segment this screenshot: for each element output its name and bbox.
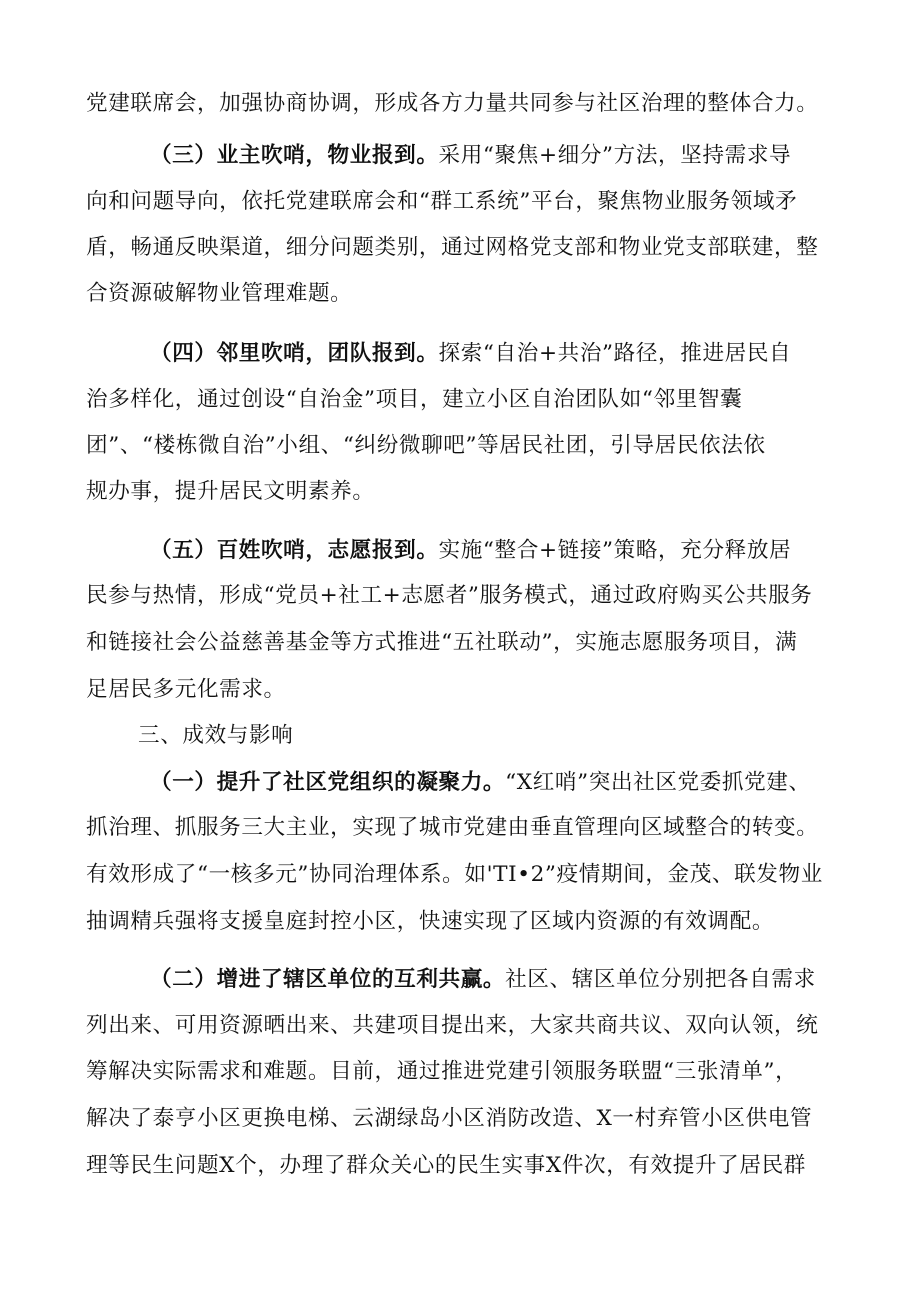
paragraph-line: 理等民生问题X个，办理了群众关心的民生实事X件次，有效提升了居民群 <box>86 1153 806 1178</box>
section-heading: 三、成效与影响 <box>138 723 294 748</box>
paragraph-line: 抽调精兵强将支援皇庭封控小区，快速实现了区域内资源的有效调配。 <box>86 909 775 934</box>
paragraph-line: 有效形成了“一核多元”协同治理体系。如'TI•2”疫情期间，金茂、联发物业 <box>86 862 823 887</box>
paragraph-text: 实施“整合+链接”策略，充分释放居 <box>438 538 792 563</box>
paragraph-line: 民参与热情，形成“党员+社工+志愿者”服务模式，通过政府购买公共服务 <box>86 583 813 608</box>
paragraph-first-line <box>150 535 791 567</box>
paragraph-line: 抓治理、抓服务三大主业，实现了城市党建由垂直管理向区域整合的转变。 <box>86 815 819 840</box>
paragraph-line: 解决了泰亨小区更换电梯、云湖绿岛小区消防改造、X一村弃管小区供电管 <box>86 1106 813 1131</box>
paragraph-line: 列出来、可用资源晒出来、共建项目提出来，大家共商共议、双向认领，统 <box>86 1013 819 1038</box>
paragraph-line: 盾，畅通反映渠道，细分问题类别，通过网格党支部和物业党支部联建，整 <box>86 235 819 260</box>
paragraph-line: 足居民多元化需求。 <box>86 677 286 702</box>
paragraph-first-line <box>150 338 791 370</box>
paragraph-line: 规办事，提升居民文明素养。 <box>86 479 375 504</box>
paragraph-line: 筹解决实际需求和难题。目前，通过推进党建引领服务联盟“三张清单”， <box>86 1059 798 1084</box>
paragraph-text: 探索“自治+共治”路径，推进居民自 <box>438 341 792 366</box>
paragraph-heading: （五）百姓吹哨，志愿报到。 <box>150 538 439 563</box>
paragraph-line: 党建联席会，加强协商协调，形成各方力量共同参与社区治理的整体合力。 <box>86 91 819 116</box>
paragraph-text: “X红哨”突出社区党委抓党建、 <box>505 770 811 795</box>
paragraph-line: 团”、“楼栋微自治”小组、“纠纷微聊吧”等居民社团，引导居民依法依 <box>86 433 766 458</box>
paragraph-line: 向和问题导向，依托党建联席会和“群工系统”平台，聚焦物业服务领域矛 <box>86 189 798 214</box>
paragraph-line: 和链接社会公益慈善基金等方式推进“五社联动”，实施志愿服务项目，满 <box>86 630 798 655</box>
paragraph-first-line <box>150 767 811 799</box>
paragraph-heading: （一）提升了社区党组织的凝聚力。 <box>150 770 506 795</box>
paragraph-first-line <box>150 964 816 996</box>
paragraph-text: 采用“聚焦+细分”方法，坚持需求导 <box>438 143 792 168</box>
paragraph-heading: （三）业主吹哨，物业报到。 <box>150 143 439 168</box>
paragraph-first-line <box>150 140 791 172</box>
paragraph-line: 合资源破解物业管理难题。 <box>86 281 353 306</box>
paragraph-heading: （二）增进了辖区单位的互利共赢。 <box>150 967 506 992</box>
paragraph-heading: （四）邻里吹哨，团队报到。 <box>150 341 439 366</box>
paragraph-line: 治多样化，通过创设“自治金”项目，建立小区自治团队如“邻里智囊 <box>86 387 743 412</box>
paragraph-text: 社区、辖区单位分别把各自需求 <box>505 967 816 992</box>
